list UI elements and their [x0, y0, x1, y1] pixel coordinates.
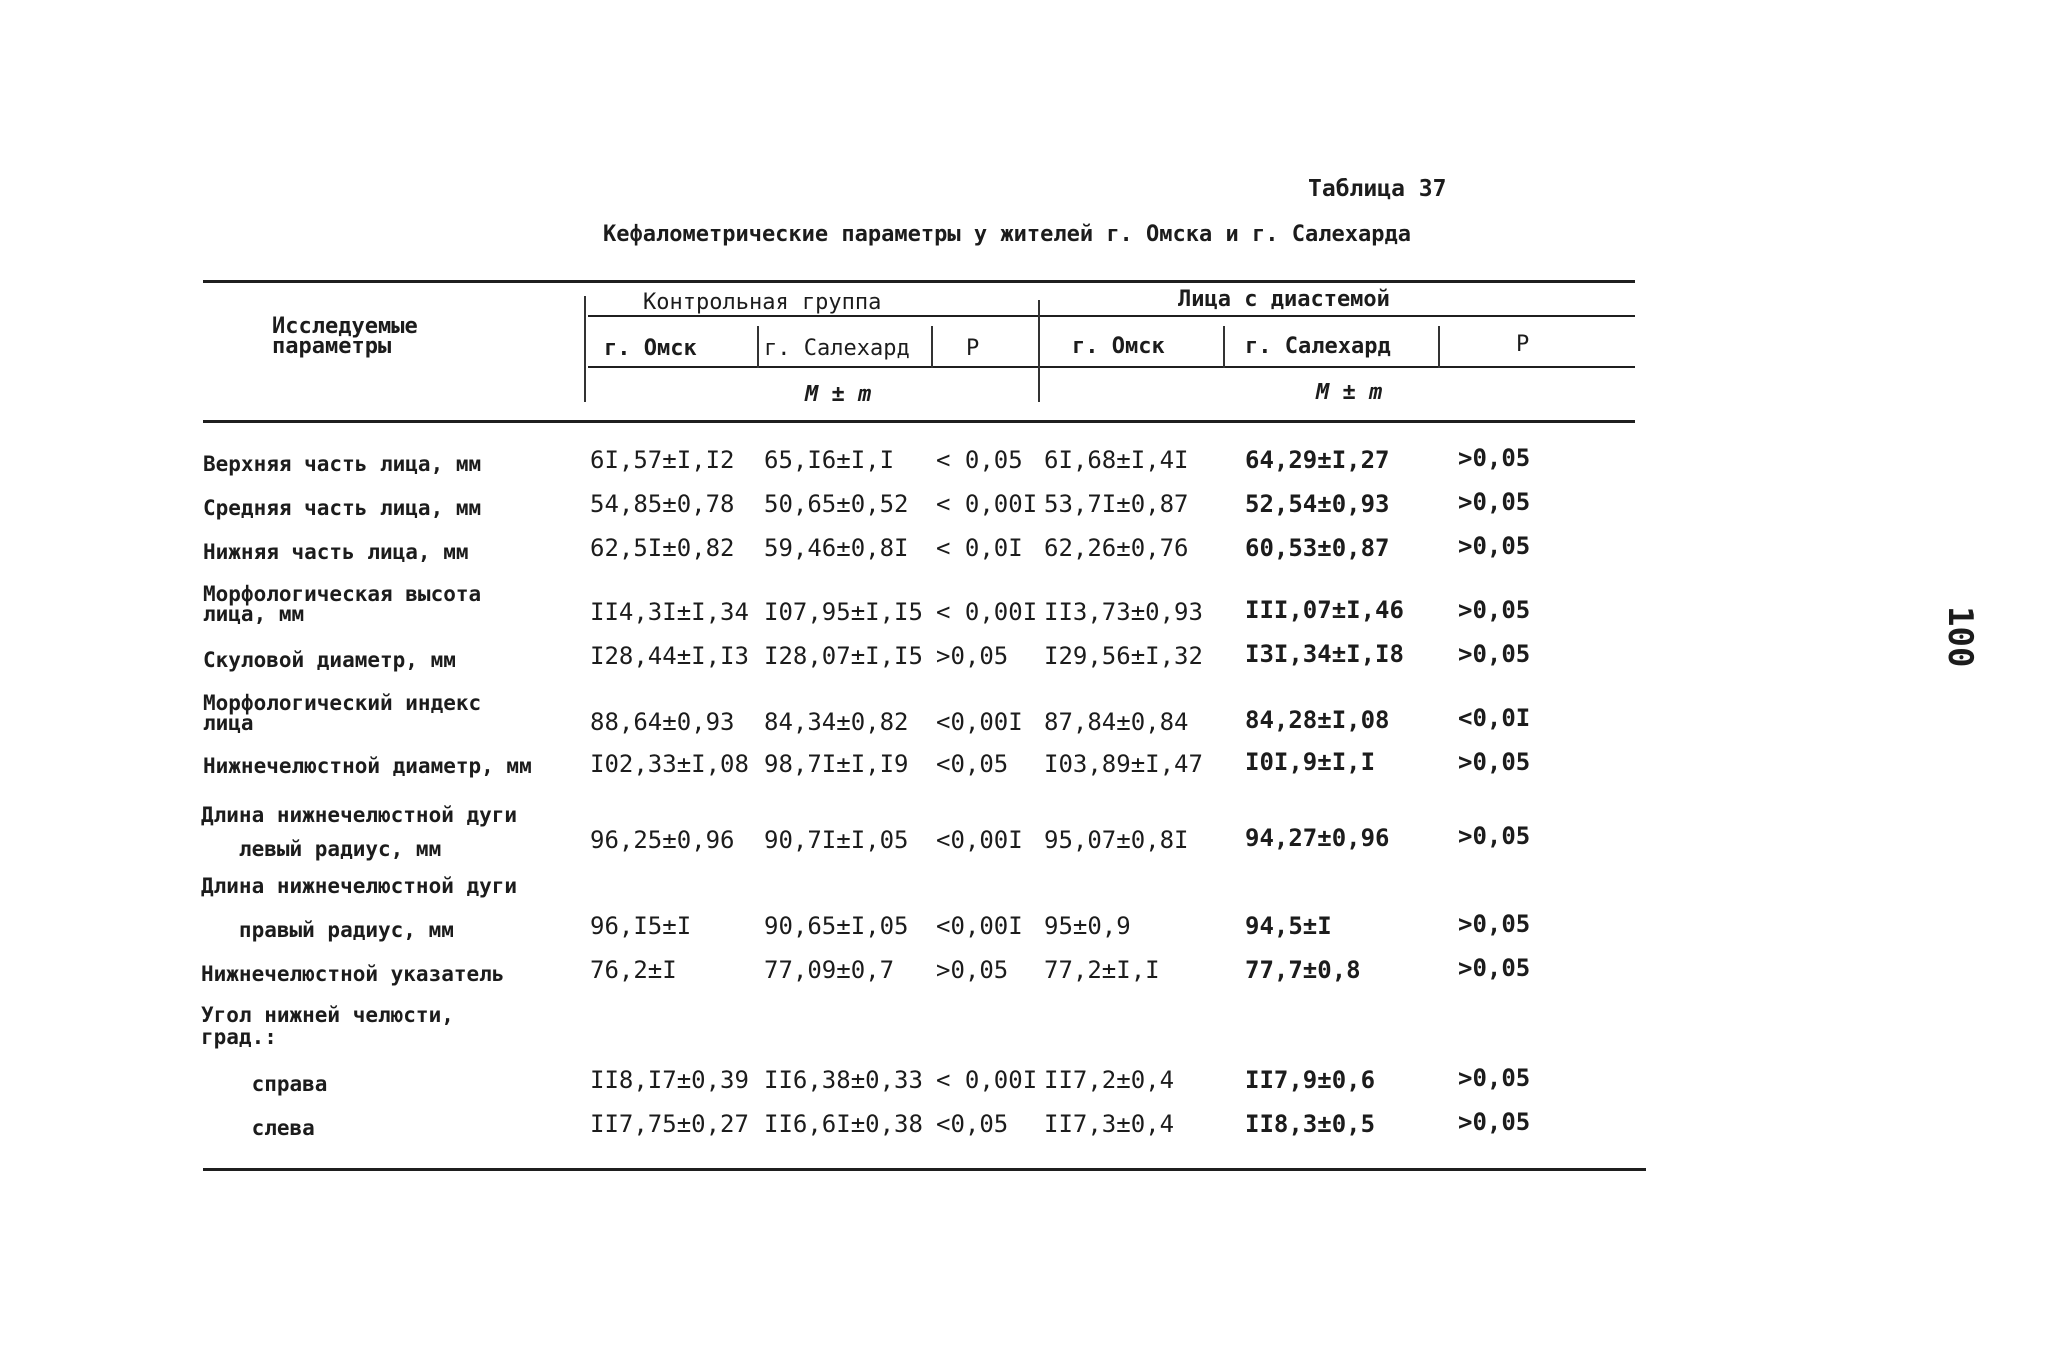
cell-salekhard-control: 59,46±0,8I	[764, 534, 909, 562]
cell-salekhard-control: 90,7I±I,05	[764, 826, 909, 854]
cell-p-diastema: >0,05	[1458, 596, 1531, 624]
cell-p-control: <0,00I	[936, 708, 1023, 736]
cell-omsk-control: 54,85±0,78	[590, 490, 735, 518]
row-label: Нижнечелюстной диаметр, мм	[203, 754, 532, 778]
row-label: Верхняя часть лица, мм	[203, 452, 482, 476]
cell-p-diastema: >0,05	[1458, 748, 1531, 776]
sep-groups	[1038, 300, 1040, 402]
cell-p-control: <0,00I	[936, 826, 1023, 854]
cell-p-control: < 0,00I	[936, 598, 1038, 626]
cell-p-diastema: >0,05	[1458, 532, 1531, 560]
table-caption: Кефалометрические параметры у жителей г. Омска и г. Салехарда	[603, 222, 1411, 247]
cell-salekhard-diastema: 52,54±0,93	[1245, 490, 1390, 518]
cell-omsk-diastema: II7,3±0,4	[1044, 1110, 1175, 1138]
sep-salekhard1	[931, 326, 933, 368]
cell-p-control: < 0,05	[936, 446, 1023, 474]
row-label: слева	[201, 1116, 315, 1140]
cell-omsk-diastema: 87,84±0,84	[1044, 708, 1189, 736]
table-number: Таблица 37	[1308, 176, 1447, 202]
cell-salekhard-control: 84,34±0,82	[764, 708, 909, 736]
cell-p-control: < 0,00I	[936, 490, 1038, 518]
cell-p-diastema: >0,05	[1458, 488, 1531, 516]
cell-omsk-control: 62,5I±0,82	[590, 534, 735, 562]
header-stat-2: М ± m	[1316, 380, 1383, 405]
cell-salekhard-control: 65,I6±I,I	[764, 446, 895, 474]
top-rule	[203, 280, 1635, 283]
cell-salekhard-control: 50,65±0,52	[764, 490, 909, 518]
cell-omsk-control: 6I,57±I,I2	[590, 446, 735, 474]
cell-omsk-control: 96,I5±I	[590, 912, 692, 940]
row-label: Длина нижнечелюстной дуги	[201, 874, 518, 898]
cell-salekhard-diastema: I0I,9±I,I	[1245, 748, 1376, 776]
cell-p-diastema: >0,05	[1458, 640, 1531, 668]
cell-omsk-control: II8,I7±0,39	[590, 1066, 749, 1094]
page-number: 100	[1940, 606, 1980, 668]
row-label: Угол нижней челюсти, град.:	[201, 1003, 454, 1049]
cell-p-control: < 0,0I	[936, 534, 1023, 562]
row-label: Длина нижнечелюстной дуги левый радиус, мм	[201, 803, 518, 861]
row-label: Нижняя часть лица, мм	[203, 540, 469, 564]
cell-salekhard-diastema: 64,29±I,27	[1245, 446, 1390, 474]
cell-omsk-control: II4,3I±I,34	[590, 598, 749, 626]
cell-salekhard-diastema: III,07±I,46	[1245, 596, 1404, 624]
row-label: Средняя часть лица, мм	[203, 496, 482, 520]
cell-omsk-control: I02,33±I,08	[590, 750, 749, 778]
cell-salekhard-control: II6,38±0,33	[764, 1066, 923, 1094]
cell-salekhard-control: I07,95±I,I5	[764, 598, 923, 626]
cell-salekhard-diastema: 77,7±0,8	[1245, 956, 1361, 984]
cell-p-diastema: >0,05	[1458, 954, 1531, 982]
cell-p-control: <0,05	[936, 1110, 1009, 1138]
bottom-rule	[203, 1168, 1646, 1171]
row-label: Нижнечелюстной указатель	[201, 962, 505, 986]
row-label: Морфологический индекс лица	[203, 691, 482, 735]
cell-omsk-diastema: II3,73±0,93	[1044, 598, 1203, 626]
cell-omsk-diastema: 77,2±I,I	[1044, 956, 1160, 984]
cell-p-control: <0,00I	[936, 912, 1023, 940]
cell-p-diastema: >0,05	[1458, 1064, 1531, 1092]
header-omsk-1: г. Омск	[604, 336, 697, 361]
cell-omsk-control: 76,2±I	[590, 956, 677, 984]
header-omsk-2: г. Омск	[1072, 334, 1165, 359]
cell-salekhard-diastema: II8,3±0,5	[1245, 1110, 1376, 1138]
row-label: справа	[201, 1072, 328, 1096]
cell-salekhard-control: 77,09±0,7	[764, 956, 895, 984]
row-label: Скуловой диаметр, мм	[203, 648, 456, 672]
cell-omsk-diastema: 6I,68±I,4I	[1044, 446, 1189, 474]
cell-salekhard-control: 90,65±I,05	[764, 912, 909, 940]
group-rule	[588, 315, 1635, 317]
cell-p-diastema: >0,05	[1458, 822, 1531, 850]
header-salekhard-2: г. Салехард	[1245, 334, 1391, 359]
cell-salekhard-diastema: 60,53±0,87	[1245, 534, 1390, 562]
sep-omsk2	[1223, 326, 1225, 368]
cell-p-diastema: >0,05	[1458, 444, 1531, 472]
cell-omsk-diastema: I03,89±I,47	[1044, 750, 1203, 778]
header-stat-1: М ± m	[805, 382, 872, 407]
cell-omsk-control: 96,25±0,96	[590, 826, 735, 854]
cell-salekhard-diastema: II7,9±0,6	[1245, 1066, 1376, 1094]
cell-omsk-diastema: 53,7I±0,87	[1044, 490, 1189, 518]
cell-p-diastema: <0,0I	[1458, 704, 1531, 732]
header-params: Исследуемые параметры	[272, 314, 418, 359]
header-bottom-rule	[203, 420, 1635, 423]
cell-salekhard-control: II6,6I±0,38	[764, 1110, 923, 1138]
cell-salekhard-diastema: 94,27±0,96	[1245, 824, 1390, 852]
cell-salekhard-control: I28,07±I,I5	[764, 642, 923, 670]
header-p-2: Р	[1516, 332, 1530, 357]
cell-p-control: >0,05	[936, 956, 1009, 984]
cell-p-diastema: >0,05	[1458, 1108, 1531, 1136]
cell-omsk-control: II7,75±0,27	[590, 1110, 749, 1138]
header-diastema-group: Лица с диастемой	[1178, 287, 1390, 312]
row-label: Морфологическая высота лица, мм	[203, 582, 482, 626]
sep-salekhard2	[1438, 326, 1440, 368]
subheader-rule	[588, 366, 1635, 368]
cell-omsk-diastema: 95±0,9	[1044, 912, 1131, 940]
cell-p-diastema: >0,05	[1458, 910, 1531, 938]
header-p-1: Р	[966, 336, 980, 361]
cell-p-control: >0,05	[936, 642, 1009, 670]
cell-omsk-diastema: 62,26±0,76	[1044, 534, 1189, 562]
sep-params	[584, 296, 586, 402]
row-label: правый радиус, мм	[201, 918, 454, 942]
cell-omsk-diastema: I29,56±I,32	[1044, 642, 1203, 670]
header-control-group: Контрольная группа	[643, 290, 882, 315]
sep-omsk1	[757, 326, 759, 368]
header-salekhard-1: г. Салехард	[764, 336, 910, 361]
cell-omsk-diastema: 95,07±0,8I	[1044, 826, 1189, 854]
cell-omsk-control: I28,44±I,I3	[590, 642, 749, 670]
cell-salekhard-diastema: 94,5±I	[1245, 912, 1332, 940]
cell-salekhard-diastema: 84,28±I,08	[1245, 706, 1390, 734]
cell-p-control: < 0,00I	[936, 1066, 1038, 1094]
cell-salekhard-control: 98,7I±I,I9	[764, 750, 909, 778]
cell-omsk-diastema: II7,2±0,4	[1044, 1066, 1175, 1094]
cell-omsk-control: 88,64±0,93	[590, 708, 735, 736]
cell-p-control: <0,05	[936, 750, 1009, 778]
cell-salekhard-diastema: I3I,34±I,I8	[1245, 640, 1404, 668]
